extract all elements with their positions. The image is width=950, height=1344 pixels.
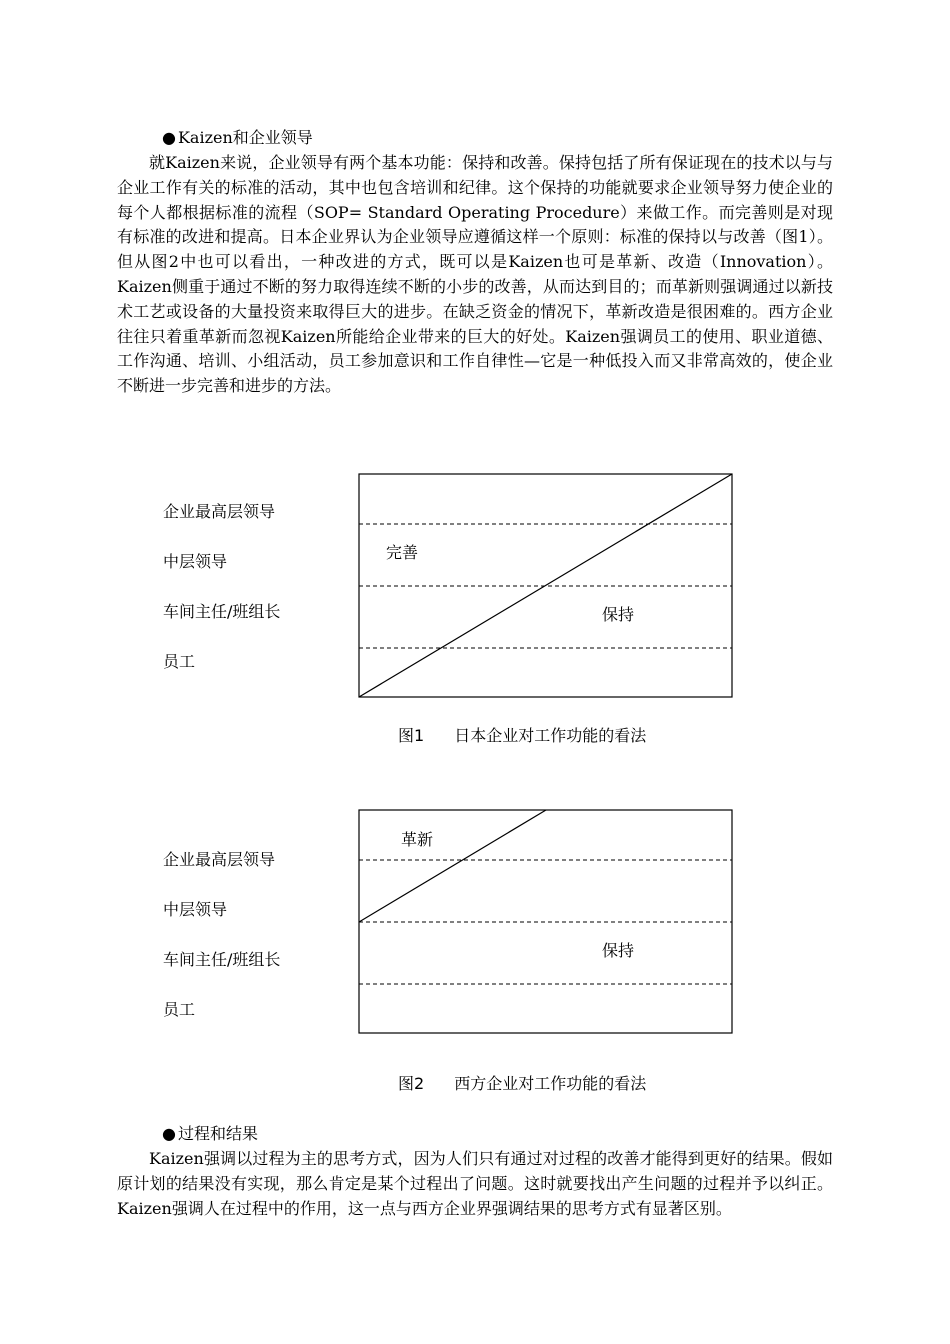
- fig2-role-workshop-supervisor: 车间主任/班组长: [163, 950, 281, 969]
- bullet-icon: ●: [162, 1124, 176, 1143]
- fig1-role-middle-management: 中层领导: [163, 552, 228, 571]
- fig1-caption-text: 日本企业对工作功能的看法: [454, 726, 647, 745]
- figure2-diagram: [359, 810, 732, 1033]
- fig2-split-diagonal: [359, 810, 546, 922]
- fig1-upper-label: 完善: [386, 543, 419, 562]
- section-heading-process-result: [162, 1124, 258, 1144]
- section-paragraph-process-result: Kaizen强调以过程为主的思考方式，因为人们只有通过对过程的改善才能得到更好的结果。假如原计划的结果没有实现，那么肯定是某个过程出了问题。这时就要找出产生问题的过程并予以纠正。Kaizen强调人在过程中的作用，这一点与西方企业界强调结果的思考方式有显著区别。: [117, 1149, 833, 1218]
- fig1-caption-number: 图1: [398, 726, 425, 745]
- fig1-caption: [398, 726, 646, 746]
- fig2-caption: [398, 1074, 646, 1094]
- bullet-icon: ●: [162, 128, 176, 147]
- fig2-role-staff: 员工: [163, 1000, 196, 1019]
- fig2-upper-label: 革新: [401, 830, 434, 849]
- section-heading-text: Kaizen和企业领导: [177, 128, 313, 147]
- fig1-role-top-management: 企业最高层领导: [163, 502, 276, 521]
- section-heading-text: 过程和结果: [177, 1124, 258, 1143]
- figure1-diagram: [359, 474, 732, 697]
- fig1-role-staff: 员工: [163, 652, 196, 671]
- fig2-lower-label: 保持: [602, 941, 635, 960]
- fig1-lower-label: 保持: [602, 605, 635, 624]
- fig2-caption-number: 图2: [398, 1074, 425, 1093]
- section-paragraph-kaizen-leadership: 就Kaizen来说，企业领导有两个基本功能：保持和改善。保持包括了所有保证现在的技术以与与企业工作有关的标准的活动，其中也包含培训和纪律。这个保持的功能就要求企业领导努力使企业的每个人都根据标准的流程（SOP= Standard Operating Procedure）来做工作。而完善则是对现有标准的改进和提高。日本企业界认为企业领导应遵循这样一个原则：标准的保持以与改善（图1）。但从图2中也可以看出，一种改进的方式，既可以是Kaizen也可是革新、改造（Innovation）。Kaizen侧重于通过不断的努力取得连续不断的小步的改善，从而达到目的；而革新则强调通过以新技术工艺或设备的大量投资来取得巨大的进步。在缺乏资金的情况下，革新改造是很困难的。西方企业往往只着重革新而忽视Kaizen所能给企业带来的巨大的好处。Kaizen强调员工的使用、职业道德、工作沟通、培训、小组活动，员工参加意识和工作自律性—它是一种低投入而又非常高效的，使企业不断进一步完善和进步的方法。: [117, 153, 833, 396]
- fig2-caption-text: 西方企业对工作功能的看法: [454, 1074, 647, 1093]
- fig2-role-middle-management: 中层领导: [163, 900, 228, 919]
- fig2-role-top-management: 企业最高层领导: [163, 850, 276, 869]
- fig1-role-workshop-supervisor: 车间主任/班组长: [163, 602, 281, 621]
